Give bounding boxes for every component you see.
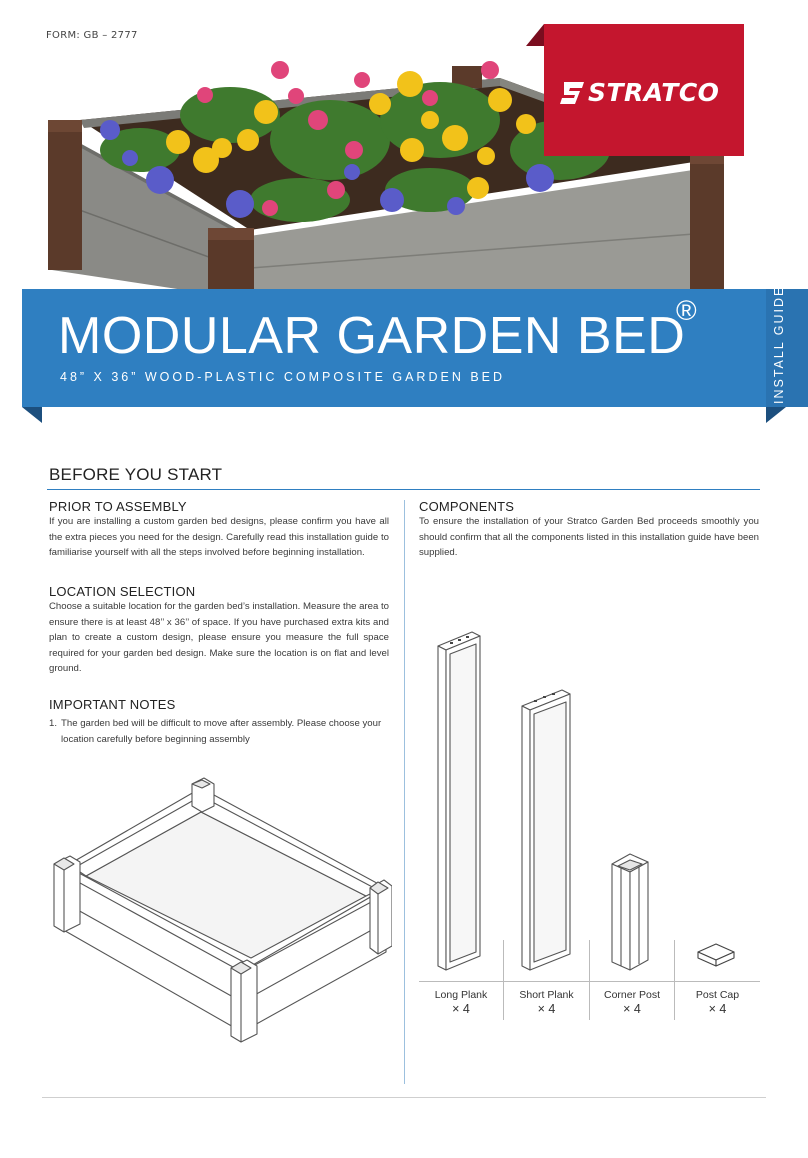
column-divider: [404, 500, 405, 1084]
components-body: To ensure the installation of your Stratco Garden Bed proceeds smoothly you should confirm that all the components listed in this installation guide have been supplied.: [419, 516, 759, 558]
corner-post-icon: [606, 850, 656, 975]
logo-fold: [526, 24, 544, 46]
short-plank-qty: × 4: [537, 1002, 556, 1016]
banner-fold-right: [766, 407, 786, 423]
location-heading: LOCATION SELECTION: [49, 584, 196, 599]
banner-fold-left: [22, 407, 42, 423]
components-heading: COMPONENTS: [419, 499, 515, 514]
stratco-mark-icon: [560, 82, 584, 104]
notes-heading: IMPORTANT NOTES: [49, 697, 176, 712]
note-text: The garden bed will be difficult to move after assembly. Please choose your location carefully before beginning assembly: [61, 718, 382, 745]
long-plank-qty: × 4: [452, 1002, 470, 1016]
post-cap-label: Post Cap: [695, 989, 740, 1001]
corner-post-qty: × 4: [623, 1002, 641, 1016]
stratco-logo: [544, 24, 744, 156]
section-title: BEFORE YOU START: [49, 465, 223, 484]
footer-rule: [42, 1097, 766, 1098]
prior-body: If you are installing a custom garden bed designs, please confirm you have all the extra pieces you need for the design. Carefully read this installation guide to familiarise yourself with all the steps involved before beginning installation.: [49, 516, 389, 558]
brand-name: STRATCO: [588, 78, 720, 107]
install-guide-label: INSTALL GUIDE: [772, 285, 786, 404]
location-body: Choose a suitable location for the garden bed’s installation. Measure the area to ensure there is at least 48’’ x 36’’ of space. If you have purchased extra kits and plan to create a custom design, please ensure you measure the full space required for your garden bed design. Make sure the location is on flat and level ground.: [49, 601, 389, 674]
registered-mark: ®: [676, 295, 697, 326]
short-plank-label: Short Plank: [519, 989, 574, 1001]
assembled-bed-diagram: [46, 776, 392, 1044]
section-rule: [47, 489, 760, 490]
page-title: MODULAR GARDEN BED: [58, 307, 686, 365]
prior-heading: PRIOR TO ASSEMBLY: [49, 499, 187, 514]
page-subtitle: 48” X 36” WOOD-PLASTIC COMPOSITE GARDEN BED: [60, 370, 506, 384]
long-plank-label: Long Plank: [434, 989, 488, 1001]
post-cap-icon: [694, 940, 740, 970]
post-cap-qty: × 4: [708, 1002, 727, 1016]
corner-post-label: Corner Post: [603, 989, 661, 1001]
short-plank-icon: [516, 684, 576, 974]
note-number: 1.: [49, 718, 58, 729]
form-number: FORM: GB – 2777: [46, 30, 138, 41]
long-plank-icon: [430, 628, 490, 973]
